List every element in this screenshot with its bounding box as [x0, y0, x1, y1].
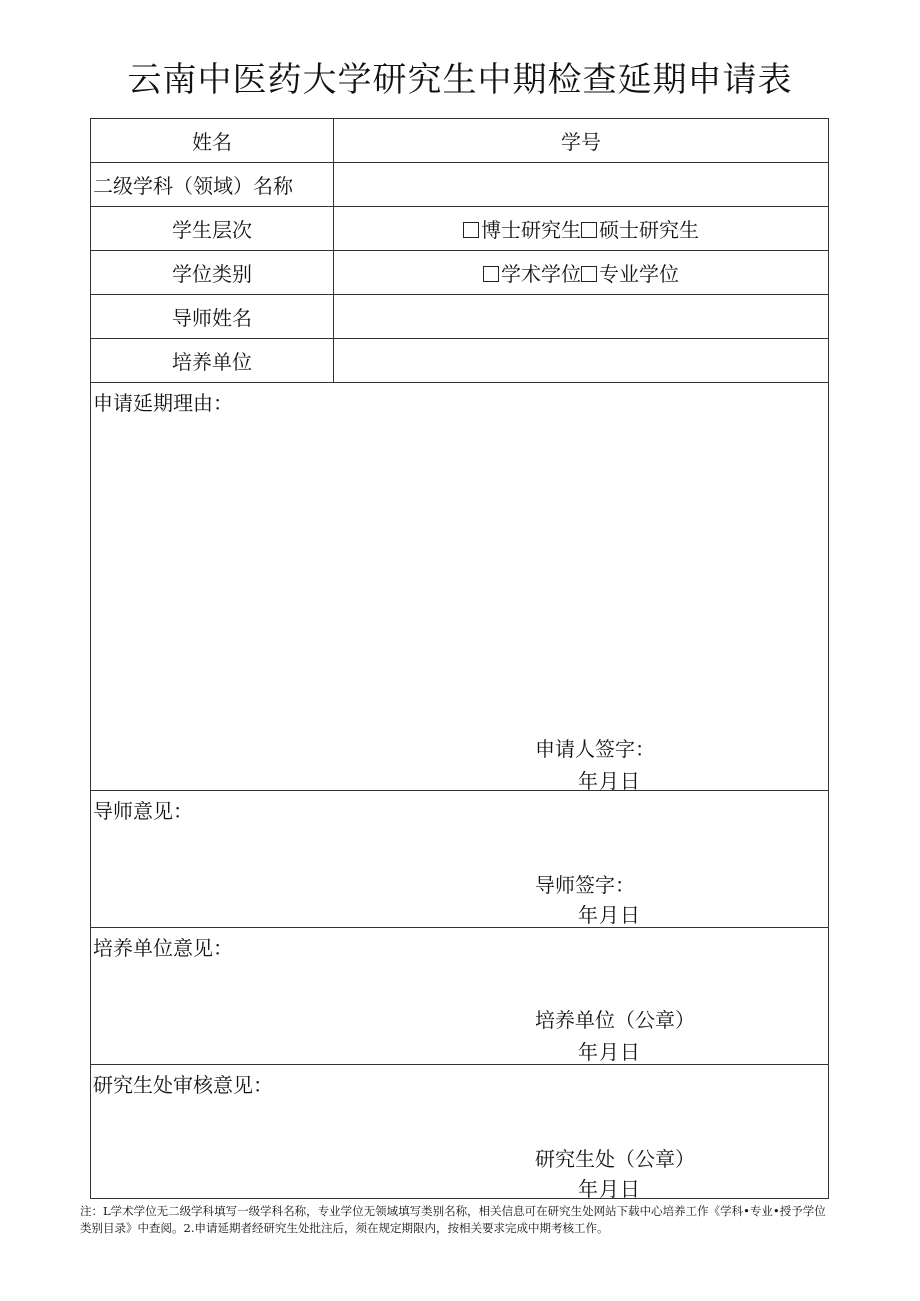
supervisor-field[interactable] [334, 295, 829, 339]
unit-seal-label: 培养单位（公章） [535, 1008, 695, 1032]
row-unit [91, 339, 829, 383]
level-label: 学生层次 [91, 207, 334, 251]
degree-type-options [334, 251, 829, 295]
supervisor-opinion-heading: 导师意见： [93, 799, 193, 823]
supervisor-date-label: 年月日 [578, 903, 641, 927]
row-supervisor-opinion [91, 791, 829, 928]
doctoral-option-label: 博士研究生 [481, 218, 581, 242]
page-title: 云南中医药大学研究生中期检查延期申请表 [127, 60, 793, 100]
student-id-label: 学号 [334, 119, 829, 163]
applicant-signature-label: 申请人签字： [535, 737, 655, 761]
academic-degree-checkbox[interactable] [483, 266, 499, 282]
master-option-label: 硕士研究生 [599, 218, 699, 242]
unit-label: 培养单位 [91, 339, 334, 383]
academic-degree-label: 学术学位 [501, 262, 581, 286]
footnote: 注：L学术学位无二级学科填写一级学科名称，专业学位无领域填写类别名称，相关信息可在研究生处网站下载中心培养工作《学科•专业•授予学位类别目录》中查阅。2.申请延期者经研究生处批注后，须在规定期限内，按相关要求完成中期考核工作。 [80, 1204, 826, 1235]
application-form-table [90, 118, 829, 1199]
unit-date-label: 年月日 [578, 1040, 641, 1064]
office-date-label: 年月日 [578, 1177, 641, 1201]
professional-degree-checkbox[interactable] [581, 266, 597, 282]
unit-opinion-block[interactable] [91, 928, 829, 1065]
unit-opinion-heading: 培养单位意见： [93, 936, 233, 960]
row-supervisor [91, 295, 829, 339]
discipline-label: 二级学科（领域）名称 [91, 163, 334, 207]
office-seal-label: 研究生处（公章） [535, 1147, 695, 1171]
reason-heading: 申请延期理由： [93, 391, 233, 415]
degree-type-label: 学位类别 [91, 251, 334, 295]
doctoral-checkbox[interactable] [463, 222, 479, 238]
row-degree-type [91, 251, 829, 295]
row-office-opinion [91, 1065, 829, 1199]
row-unit-opinion [91, 928, 829, 1065]
level-options [334, 207, 829, 251]
supervisor-label: 导师姓名 [91, 295, 334, 339]
row-discipline [91, 163, 829, 207]
professional-degree-label: 专业学位 [599, 262, 679, 286]
discipline-field[interactable] [334, 163, 829, 207]
row-level [91, 207, 829, 251]
office-opinion-heading: 研究生处审核意见： [93, 1073, 273, 1097]
row-name-id [91, 119, 829, 163]
master-checkbox[interactable] [581, 222, 597, 238]
reason-block[interactable] [91, 383, 829, 791]
row-reason [91, 383, 829, 791]
reason-date-label: 年月日 [578, 769, 641, 793]
unit-field[interactable] [334, 339, 829, 383]
supervisor-opinion-block[interactable] [91, 791, 829, 928]
office-opinion-block[interactable] [91, 1065, 829, 1199]
supervisor-signature-label: 导师签字： [535, 873, 635, 897]
name-label: 姓名 [91, 119, 334, 163]
